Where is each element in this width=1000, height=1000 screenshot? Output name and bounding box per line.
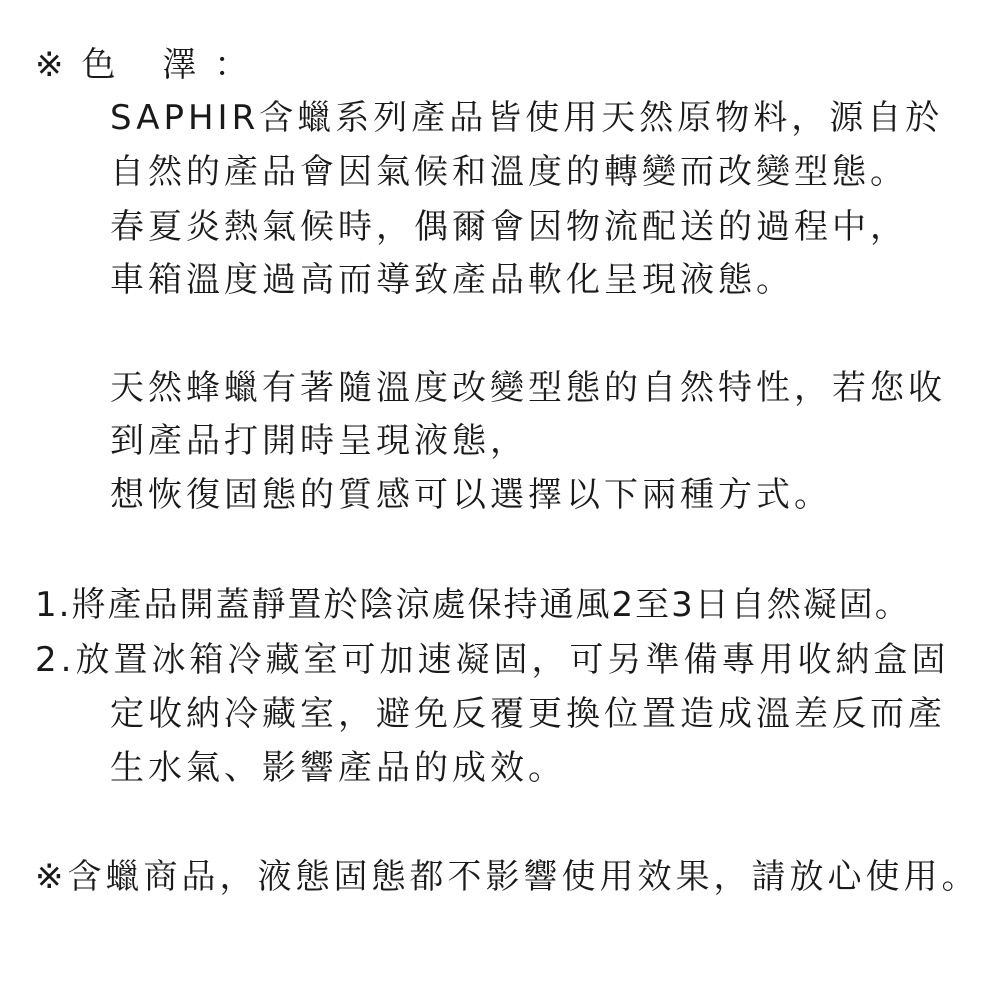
paragraph-line: 自然的產品會因氣候和溫度的轉變而改變型態。 [110, 152, 908, 192]
list-item-continuation: 定收納冷藏室，避免反覆更換位置造成溫差反而產 [110, 694, 946, 734]
paragraph-line: 春夏炎熱氣候時，偶爾會因物流配送的過程中， [110, 207, 908, 247]
paragraph-line: 車箱溫度過高而導致產品軟化呈現液態。 [110, 260, 794, 300]
list-item: 1.將產品開蓋靜置於陰涼處保持通風2至3日自然凝固。 [35, 585, 911, 625]
note: ※含蠟商品，液態固態都不影響使用效果，請放心使用。 [35, 857, 980, 897]
section-title: ※色 澤： [35, 45, 267, 85]
paragraph-line: 想恢復固態的質感可以選擇以下兩種方式。 [110, 475, 832, 515]
list-item-continuation: 生水氣、影響產品的成效。 [110, 748, 566, 788]
paragraph-line: 天然蜂蠟有著隨溫度改變型態的自然特性，若您收 [110, 368, 946, 408]
list-item: 2.放置冰箱冷藏室可加速凝固，可另準備專用收納盒固 [35, 640, 950, 680]
paragraph-line: SAPHIR含蠟系列產品皆使用天然原物料，源自於 [110, 98, 944, 138]
paragraph-line: 到產品打開時呈現液態， [110, 421, 528, 461]
